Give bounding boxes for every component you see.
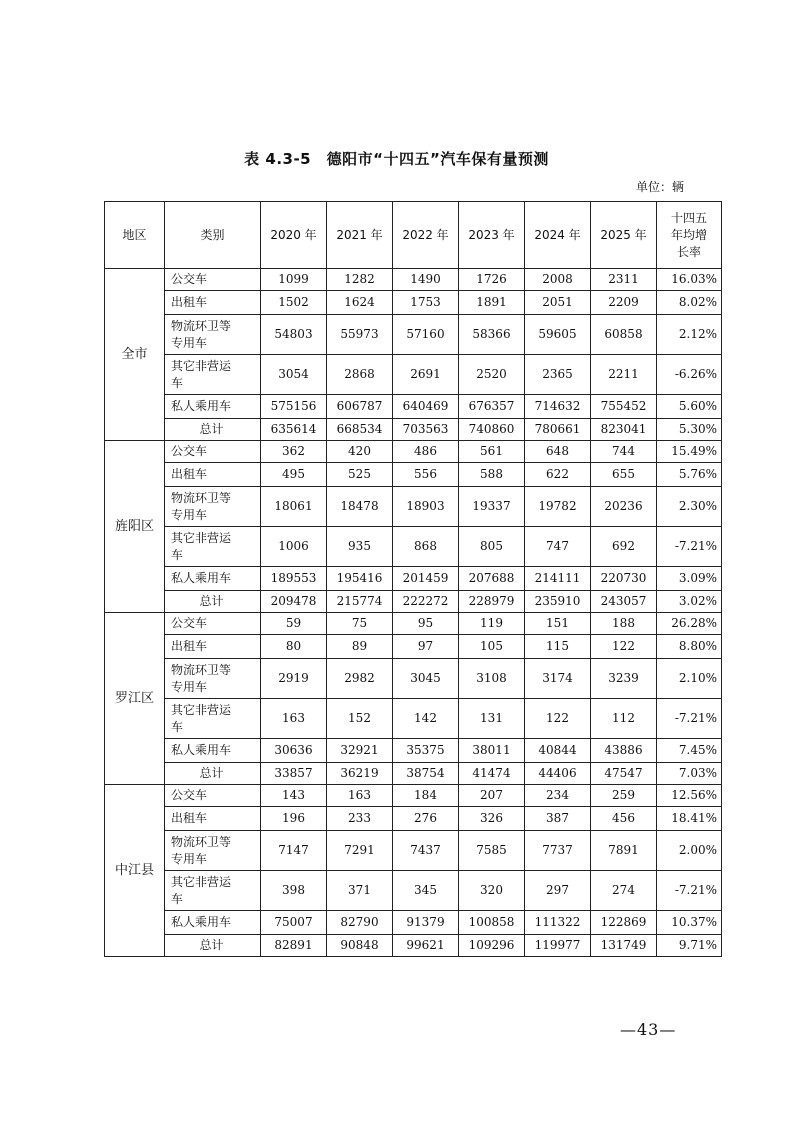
value-cell: 60858 — [591, 315, 657, 355]
header-category: 类别 — [165, 202, 261, 269]
category-cell — [165, 591, 261, 613]
value-cell: 387 — [525, 807, 591, 831]
category-line: 物流环卫等 — [171, 834, 232, 849]
value-cell: 3174 — [525, 659, 591, 699]
value-cell: 195416 — [327, 567, 393, 591]
category-line: 总计 — [199, 594, 224, 608]
growth-rate-cell: 7.45% — [657, 739, 722, 763]
value-cell: 575156 — [261, 395, 327, 419]
category-line: 其它非营运 — [171, 358, 232, 373]
value-cell: 214111 — [525, 567, 591, 591]
value-cell: 43886 — [591, 739, 657, 763]
value-cell: 119977 — [525, 935, 591, 957]
value-cell: 2919 — [261, 659, 327, 699]
table-row — [105, 699, 722, 739]
growth-rate-cell: -7.21% — [657, 527, 722, 567]
value-cell: 1753 — [393, 291, 459, 315]
value-cell: 2868 — [327, 355, 393, 395]
value-cell: 82891 — [261, 935, 327, 957]
category-line: 物流环卫等 — [171, 318, 232, 333]
value-cell: 635614 — [261, 419, 327, 441]
table-row — [105, 911, 722, 935]
category-line: 公交车 — [171, 616, 208, 630]
category-line: 物流环卫等 — [171, 662, 232, 677]
value-cell: 714632 — [525, 395, 591, 419]
value-cell: 297 — [525, 871, 591, 911]
value-cell: 38011 — [459, 739, 525, 763]
category-cell — [165, 871, 261, 911]
category-line: 出租车 — [171, 811, 208, 825]
value-cell: 2691 — [393, 355, 459, 395]
category-cell — [165, 763, 261, 785]
value-cell: 561 — [459, 441, 525, 463]
value-cell: 80 — [261, 635, 327, 659]
growth-rate-cell: 5.30% — [657, 419, 722, 441]
table-row — [105, 831, 722, 871]
category-line: 私人乘用车 — [171, 743, 232, 757]
value-cell: 2209 — [591, 291, 657, 315]
table-row — [105, 591, 722, 613]
category-line: 物流环卫等 — [171, 490, 232, 505]
value-cell: 19337 — [459, 487, 525, 527]
table-row — [105, 441, 722, 463]
value-cell: 100858 — [459, 911, 525, 935]
table-row — [105, 419, 722, 441]
vehicle-forecast-table — [104, 201, 722, 957]
growth-rate-cell: 7.03% — [657, 763, 722, 785]
header-growth-rate — [657, 202, 722, 269]
value-cell: 90848 — [327, 935, 393, 957]
value-cell: 20236 — [591, 487, 657, 527]
value-cell: 228979 — [459, 591, 525, 613]
table-row — [105, 315, 722, 355]
value-cell: 1490 — [393, 269, 459, 291]
value-cell: 744 — [591, 441, 657, 463]
value-cell: 2365 — [525, 355, 591, 395]
table-body — [105, 269, 722, 957]
growth-rate-cell: 16.03% — [657, 269, 722, 291]
growth-rate-cell: 2.12% — [657, 315, 722, 355]
value-cell: 274 — [591, 871, 657, 911]
value-cell: 7585 — [459, 831, 525, 871]
value-cell: 1099 — [261, 269, 327, 291]
value-cell: 58366 — [459, 315, 525, 355]
category-line: 其它非营运 — [171, 874, 232, 889]
growth-rate-cell: 15.49% — [657, 441, 722, 463]
growth-rate-cell: 10.37% — [657, 911, 722, 935]
value-cell: 3239 — [591, 659, 657, 699]
category-line: 公交车 — [171, 272, 208, 286]
value-cell: 7437 — [393, 831, 459, 871]
value-cell: 780661 — [525, 419, 591, 441]
table-row — [105, 785, 722, 807]
value-cell: 320 — [459, 871, 525, 911]
region-cell: 罗江区 — [105, 613, 165, 785]
value-cell: 1282 — [327, 269, 393, 291]
table-row — [105, 871, 722, 911]
category-cell — [165, 567, 261, 591]
category-line: 出租车 — [171, 639, 208, 653]
value-cell: 486 — [393, 441, 459, 463]
header-year: 2025 年 — [591, 202, 657, 269]
value-cell: 3045 — [393, 659, 459, 699]
page-number: —43— — [620, 1020, 677, 1039]
value-cell: 18061 — [261, 487, 327, 527]
category-line: 其它非营运 — [171, 530, 232, 545]
value-cell: 142 — [393, 699, 459, 739]
table-row — [105, 269, 722, 291]
value-cell: 215774 — [327, 591, 393, 613]
value-cell: 7291 — [327, 831, 393, 871]
category-line: 专用车 — [171, 507, 208, 522]
value-cell: 55973 — [327, 315, 393, 355]
value-cell: 122869 — [591, 911, 657, 935]
growth-rate-cell: 3.02% — [657, 591, 722, 613]
value-cell: 2520 — [459, 355, 525, 395]
header-rate-line: 年均增 — [670, 227, 707, 242]
value-cell: 91379 — [393, 911, 459, 935]
value-cell: 18478 — [327, 487, 393, 527]
value-cell: 703563 — [393, 419, 459, 441]
value-cell: 99621 — [393, 935, 459, 957]
value-cell: 1006 — [261, 527, 327, 567]
growth-rate-cell: 3.09% — [657, 567, 722, 591]
value-cell: 233 — [327, 807, 393, 831]
category-cell — [165, 395, 261, 419]
value-cell: 398 — [261, 871, 327, 911]
category-line: 私人乘用车 — [171, 915, 232, 929]
value-cell: 35375 — [393, 739, 459, 763]
value-cell: 131 — [459, 699, 525, 739]
value-cell: 3054 — [261, 355, 327, 395]
category-cell — [165, 785, 261, 807]
value-cell: 3108 — [459, 659, 525, 699]
value-cell: 243057 — [591, 591, 657, 613]
value-cell: 935 — [327, 527, 393, 567]
value-cell: 7891 — [591, 831, 657, 871]
value-cell: 276 — [393, 807, 459, 831]
category-line: 总计 — [199, 938, 224, 952]
value-cell: 692 — [591, 527, 657, 567]
value-cell: 868 — [393, 527, 459, 567]
growth-rate-cell: 26.28% — [657, 613, 722, 635]
category-cell — [165, 807, 261, 831]
value-cell: 82790 — [327, 911, 393, 935]
value-cell: 740860 — [459, 419, 525, 441]
value-cell: 648 — [525, 441, 591, 463]
category-line: 专用车 — [171, 335, 208, 350]
growth-rate-cell: 2.30% — [657, 487, 722, 527]
header-year: 2023 年 — [459, 202, 525, 269]
value-cell: 2051 — [525, 291, 591, 315]
value-cell: 201459 — [393, 567, 459, 591]
category-line: 专用车 — [171, 851, 208, 866]
category-cell — [165, 613, 261, 635]
category-cell — [165, 441, 261, 463]
value-cell: 207 — [459, 785, 525, 807]
value-cell: 209478 — [261, 591, 327, 613]
growth-rate-cell: -6.26% — [657, 355, 722, 395]
category-line: 出租车 — [171, 295, 208, 309]
category-cell — [165, 527, 261, 567]
value-cell: 2311 — [591, 269, 657, 291]
table-row — [105, 807, 722, 831]
value-cell: 41474 — [459, 763, 525, 785]
category-cell — [165, 699, 261, 739]
category-cell — [165, 487, 261, 527]
category-line: 车 — [171, 891, 184, 906]
value-cell: 371 — [327, 871, 393, 911]
value-cell: 1624 — [327, 291, 393, 315]
value-cell: 36219 — [327, 763, 393, 785]
category-cell — [165, 659, 261, 699]
region-cell: 全市 — [105, 269, 165, 441]
category-line: 总计 — [199, 766, 224, 780]
value-cell: 7737 — [525, 831, 591, 871]
value-cell: 823041 — [591, 419, 657, 441]
category-line: 车 — [171, 719, 184, 734]
category-line: 车 — [171, 547, 184, 562]
value-cell: 188 — [591, 613, 657, 635]
region-cell: 中江县 — [105, 785, 165, 957]
category-cell — [165, 935, 261, 957]
category-line: 其它非营运 — [171, 702, 232, 717]
value-cell: 222272 — [393, 591, 459, 613]
value-cell: 456 — [591, 807, 657, 831]
header-rate-line: 长率 — [676, 244, 701, 259]
table-row — [105, 935, 722, 957]
value-cell: 57160 — [393, 315, 459, 355]
value-cell: 259 — [591, 785, 657, 807]
value-cell: 640469 — [393, 395, 459, 419]
growth-rate-cell: 5.76% — [657, 463, 722, 487]
table-row — [105, 635, 722, 659]
value-cell: 75007 — [261, 911, 327, 935]
value-cell: 163 — [261, 699, 327, 739]
value-cell: 163 — [327, 785, 393, 807]
category-line: 车 — [171, 375, 184, 390]
value-cell: 18903 — [393, 487, 459, 527]
value-cell: 1726 — [459, 269, 525, 291]
value-cell: 606787 — [327, 395, 393, 419]
value-cell: 747 — [525, 527, 591, 567]
value-cell: 59605 — [525, 315, 591, 355]
table-row — [105, 527, 722, 567]
category-cell — [165, 831, 261, 871]
value-cell: 75 — [327, 613, 393, 635]
growth-rate-cell: -7.21% — [657, 699, 722, 739]
category-line: 总计 — [199, 422, 224, 436]
value-cell: 362 — [261, 441, 327, 463]
value-cell: 143 — [261, 785, 327, 807]
header-year: 2024 年 — [525, 202, 591, 269]
category-cell — [165, 911, 261, 935]
value-cell: 184 — [393, 785, 459, 807]
region-cell: 旌阳区 — [105, 441, 165, 613]
value-cell: 115 — [525, 635, 591, 659]
table-row — [105, 567, 722, 591]
value-cell: 668534 — [327, 419, 393, 441]
value-cell: 95 — [393, 613, 459, 635]
value-cell: 111322 — [525, 911, 591, 935]
value-cell: 105 — [459, 635, 525, 659]
category-line: 私人乘用车 — [171, 571, 232, 585]
value-cell: 32921 — [327, 739, 393, 763]
value-cell: 152 — [327, 699, 393, 739]
unit-label: 单位：辆 — [636, 180, 685, 194]
value-cell: 805 — [459, 527, 525, 567]
value-cell: 54803 — [261, 315, 327, 355]
growth-rate-cell: 2.00% — [657, 831, 722, 871]
header-row — [105, 202, 722, 269]
category-line: 私人乘用车 — [171, 399, 232, 413]
value-cell: 97 — [393, 635, 459, 659]
value-cell: 122 — [525, 699, 591, 739]
table-row — [105, 395, 722, 419]
value-cell: 59 — [261, 613, 327, 635]
value-cell: 235910 — [525, 591, 591, 613]
growth-rate-cell: -7.21% — [657, 871, 722, 911]
value-cell: 19782 — [525, 487, 591, 527]
category-cell — [165, 739, 261, 763]
value-cell: 112 — [591, 699, 657, 739]
value-cell: 556 — [393, 463, 459, 487]
category-cell — [165, 355, 261, 395]
category-line: 专用车 — [171, 679, 208, 694]
value-cell: 196 — [261, 807, 327, 831]
value-cell: 207688 — [459, 567, 525, 591]
value-cell: 1502 — [261, 291, 327, 315]
category-line: 公交车 — [171, 444, 208, 458]
value-cell: 189553 — [261, 567, 327, 591]
value-cell: 122 — [591, 635, 657, 659]
value-cell: 7147 — [261, 831, 327, 871]
growth-rate-cell: 18.41% — [657, 807, 722, 831]
value-cell: 345 — [393, 871, 459, 911]
value-cell: 44406 — [525, 763, 591, 785]
growth-rate-cell: 9.71% — [657, 935, 722, 957]
value-cell: 151 — [525, 613, 591, 635]
value-cell: 131749 — [591, 935, 657, 957]
value-cell: 1891 — [459, 291, 525, 315]
header-year: 2020 年 — [261, 202, 327, 269]
value-cell: 676357 — [459, 395, 525, 419]
growth-rate-cell: 12.56% — [657, 785, 722, 807]
category-cell — [165, 315, 261, 355]
table-row — [105, 659, 722, 699]
value-cell: 40844 — [525, 739, 591, 763]
category-cell — [165, 419, 261, 441]
category-cell — [165, 269, 261, 291]
value-cell: 2211 — [591, 355, 657, 395]
table-row — [105, 613, 722, 635]
table-row — [105, 355, 722, 395]
table-title: 表 4.3-5 德阳市“十四五”汽车保有量预测 — [244, 150, 549, 168]
header-region: 地区 — [105, 202, 165, 269]
value-cell: 33857 — [261, 763, 327, 785]
growth-rate-cell: 8.02% — [657, 291, 722, 315]
value-cell: 326 — [459, 807, 525, 831]
table-row — [105, 763, 722, 785]
value-cell: 622 — [525, 463, 591, 487]
value-cell: 495 — [261, 463, 327, 487]
value-cell: 220730 — [591, 567, 657, 591]
value-cell: 420 — [327, 441, 393, 463]
value-cell: 38754 — [393, 763, 459, 785]
value-cell: 109296 — [459, 935, 525, 957]
table-row — [105, 487, 722, 527]
category-line: 公交车 — [171, 788, 208, 802]
header-year: 2021 年 — [327, 202, 393, 269]
value-cell: 234 — [525, 785, 591, 807]
category-cell — [165, 635, 261, 659]
value-cell: 30636 — [261, 739, 327, 763]
growth-rate-cell: 5.60% — [657, 395, 722, 419]
growth-rate-cell: 2.10% — [657, 659, 722, 699]
value-cell: 89 — [327, 635, 393, 659]
value-cell: 47547 — [591, 763, 657, 785]
growth-rate-cell: 8.80% — [657, 635, 722, 659]
header-rate-line: 十四五 — [670, 210, 707, 225]
category-cell — [165, 291, 261, 315]
value-cell: 525 — [327, 463, 393, 487]
table-row — [105, 739, 722, 763]
value-cell: 755452 — [591, 395, 657, 419]
value-cell: 588 — [459, 463, 525, 487]
category-cell — [165, 463, 261, 487]
value-cell: 2008 — [525, 269, 591, 291]
value-cell: 119 — [459, 613, 525, 635]
value-cell: 655 — [591, 463, 657, 487]
table-row — [105, 291, 722, 315]
table-row — [105, 463, 722, 487]
header-year: 2022 年 — [393, 202, 459, 269]
category-line: 出租车 — [171, 467, 208, 481]
value-cell: 2982 — [327, 659, 393, 699]
